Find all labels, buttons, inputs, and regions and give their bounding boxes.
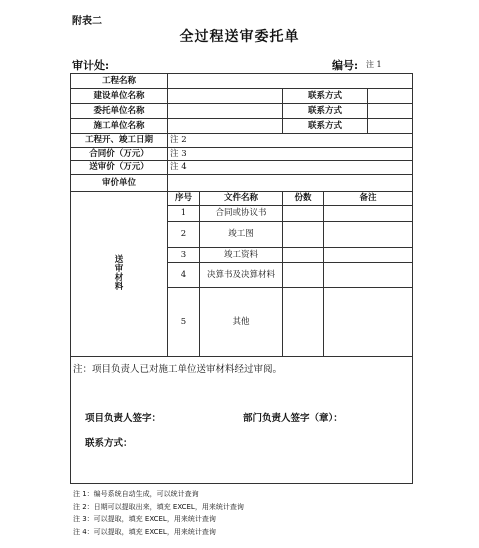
material-seq: 2: [168, 222, 200, 248]
construction-contact-label: 联系方式: [283, 89, 368, 104]
entrusting-contact-label: 联系方式: [283, 104, 368, 119]
dept-signature-label: 部门负责人签字（章）：: [243, 413, 343, 424]
footnote: 注 3：可以提取，填充 EXCEL，用来统计查询: [73, 515, 216, 524]
contract-price-row: [71, 148, 413, 161]
audit-dept-label: 审计处:: [72, 59, 110, 72]
material-remarks[interactable]: [324, 222, 413, 248]
contract-price-label: 合同价（万元）: [71, 148, 168, 161]
contact-label: 联系方式：: [85, 438, 133, 449]
entrusting-unit-label: 委托单位名称: [71, 104, 168, 119]
material-doc-name: 决算书及决算材料: [200, 263, 283, 288]
materials-header-row: [71, 192, 413, 206]
audit-unit-row: [71, 175, 413, 192]
material-copies[interactable]: [283, 248, 324, 263]
seq-header: 序号: [168, 192, 200, 206]
project-name-label: 工程名称: [71, 74, 168, 89]
material-doc-name: 竣工资料: [200, 248, 283, 263]
material-copies[interactable]: [283, 222, 324, 248]
entrusting-contact-value[interactable]: [368, 104, 413, 119]
start-end-date-label: 工程开、竣工日期: [71, 134, 168, 148]
footnotes: [73, 488, 244, 538]
submitted-price-note[interactable]: 注 4: [168, 161, 413, 175]
start-end-date-row: [71, 134, 413, 148]
entrusting-unit-row: [71, 104, 413, 119]
contractor-unit-value[interactable]: [168, 119, 283, 134]
construction-unit-label: 建设单位名称: [71, 89, 168, 104]
audit-unit-value[interactable]: [168, 175, 413, 192]
material-copies[interactable]: [283, 288, 324, 357]
entrusting-unit-value[interactable]: [168, 104, 283, 119]
form-title: 全过程送审委托单: [179, 29, 300, 45]
signature-block-row: [71, 357, 413, 484]
copies-header: 份数: [283, 192, 324, 206]
pm-signature-label: 项目负责人签字：: [85, 413, 162, 424]
contractor-contact-label: 联系方式: [283, 119, 368, 134]
material-remarks[interactable]: [324, 248, 413, 263]
materials-side-label: [71, 192, 168, 357]
doc-name-header: 文件名称: [200, 192, 283, 206]
construction-unit-row: [71, 89, 413, 104]
submitted-price-label: 送审价（万元）: [71, 161, 168, 175]
material-seq: 5: [168, 288, 200, 357]
footnote: 注 4：可以提取，填充 EXCEL，用来统计查询: [73, 527, 216, 536]
entrust-form-table: [70, 73, 413, 484]
project-name-value[interactable]: [168, 74, 413, 89]
project-name-row: [71, 74, 413, 89]
material-doc-name: 合同或协议书: [200, 206, 283, 222]
signature-block: [71, 357, 413, 484]
materials-side-char: 送: [114, 255, 124, 266]
annex-label: 附表二: [72, 16, 102, 27]
review-statement: 注：项目负责人已对施工单位送审材料经过审阅。: [73, 364, 283, 375]
serial-number-note: 注 1: [366, 60, 382, 69]
material-doc-name: 其他: [200, 288, 283, 357]
contractor-contact-value[interactable]: [368, 119, 413, 134]
material-doc-name: 竣工图: [200, 222, 283, 248]
material-seq: 1: [168, 206, 200, 222]
submitted-price-row: [71, 161, 413, 175]
material-copies[interactable]: [283, 263, 324, 288]
remarks-header: 备注: [324, 192, 413, 206]
materials-side-char: 审: [114, 264, 124, 275]
footnote: 注 1：编号系统自动生成，可以统计查询: [73, 490, 199, 498]
serial-number-label: 编号:: [332, 59, 359, 72]
materials-side-char: 料: [114, 281, 124, 292]
materials-side-char: 材: [114, 273, 124, 283]
start-end-date-note[interactable]: 注 2: [168, 134, 413, 148]
contractor-unit-row: [71, 119, 413, 134]
material-remarks[interactable]: [324, 288, 413, 357]
contractor-unit-label: 施工单位名称: [71, 119, 168, 134]
construction-contact-value[interactable]: [368, 89, 413, 104]
material-remarks[interactable]: [324, 263, 413, 288]
material-seq: 3: [168, 248, 200, 263]
material-copies[interactable]: [283, 206, 324, 222]
material-seq: 4: [168, 263, 200, 288]
contract-price-note[interactable]: 注 3: [168, 148, 413, 161]
footnote: 注 2：日期可以提取出来，填充 EXCEL，用来统计查询: [73, 502, 244, 511]
audit-unit-label: 审价单位: [71, 175, 168, 192]
material-remarks[interactable]: [324, 206, 413, 222]
construction-unit-value[interactable]: [168, 89, 283, 104]
